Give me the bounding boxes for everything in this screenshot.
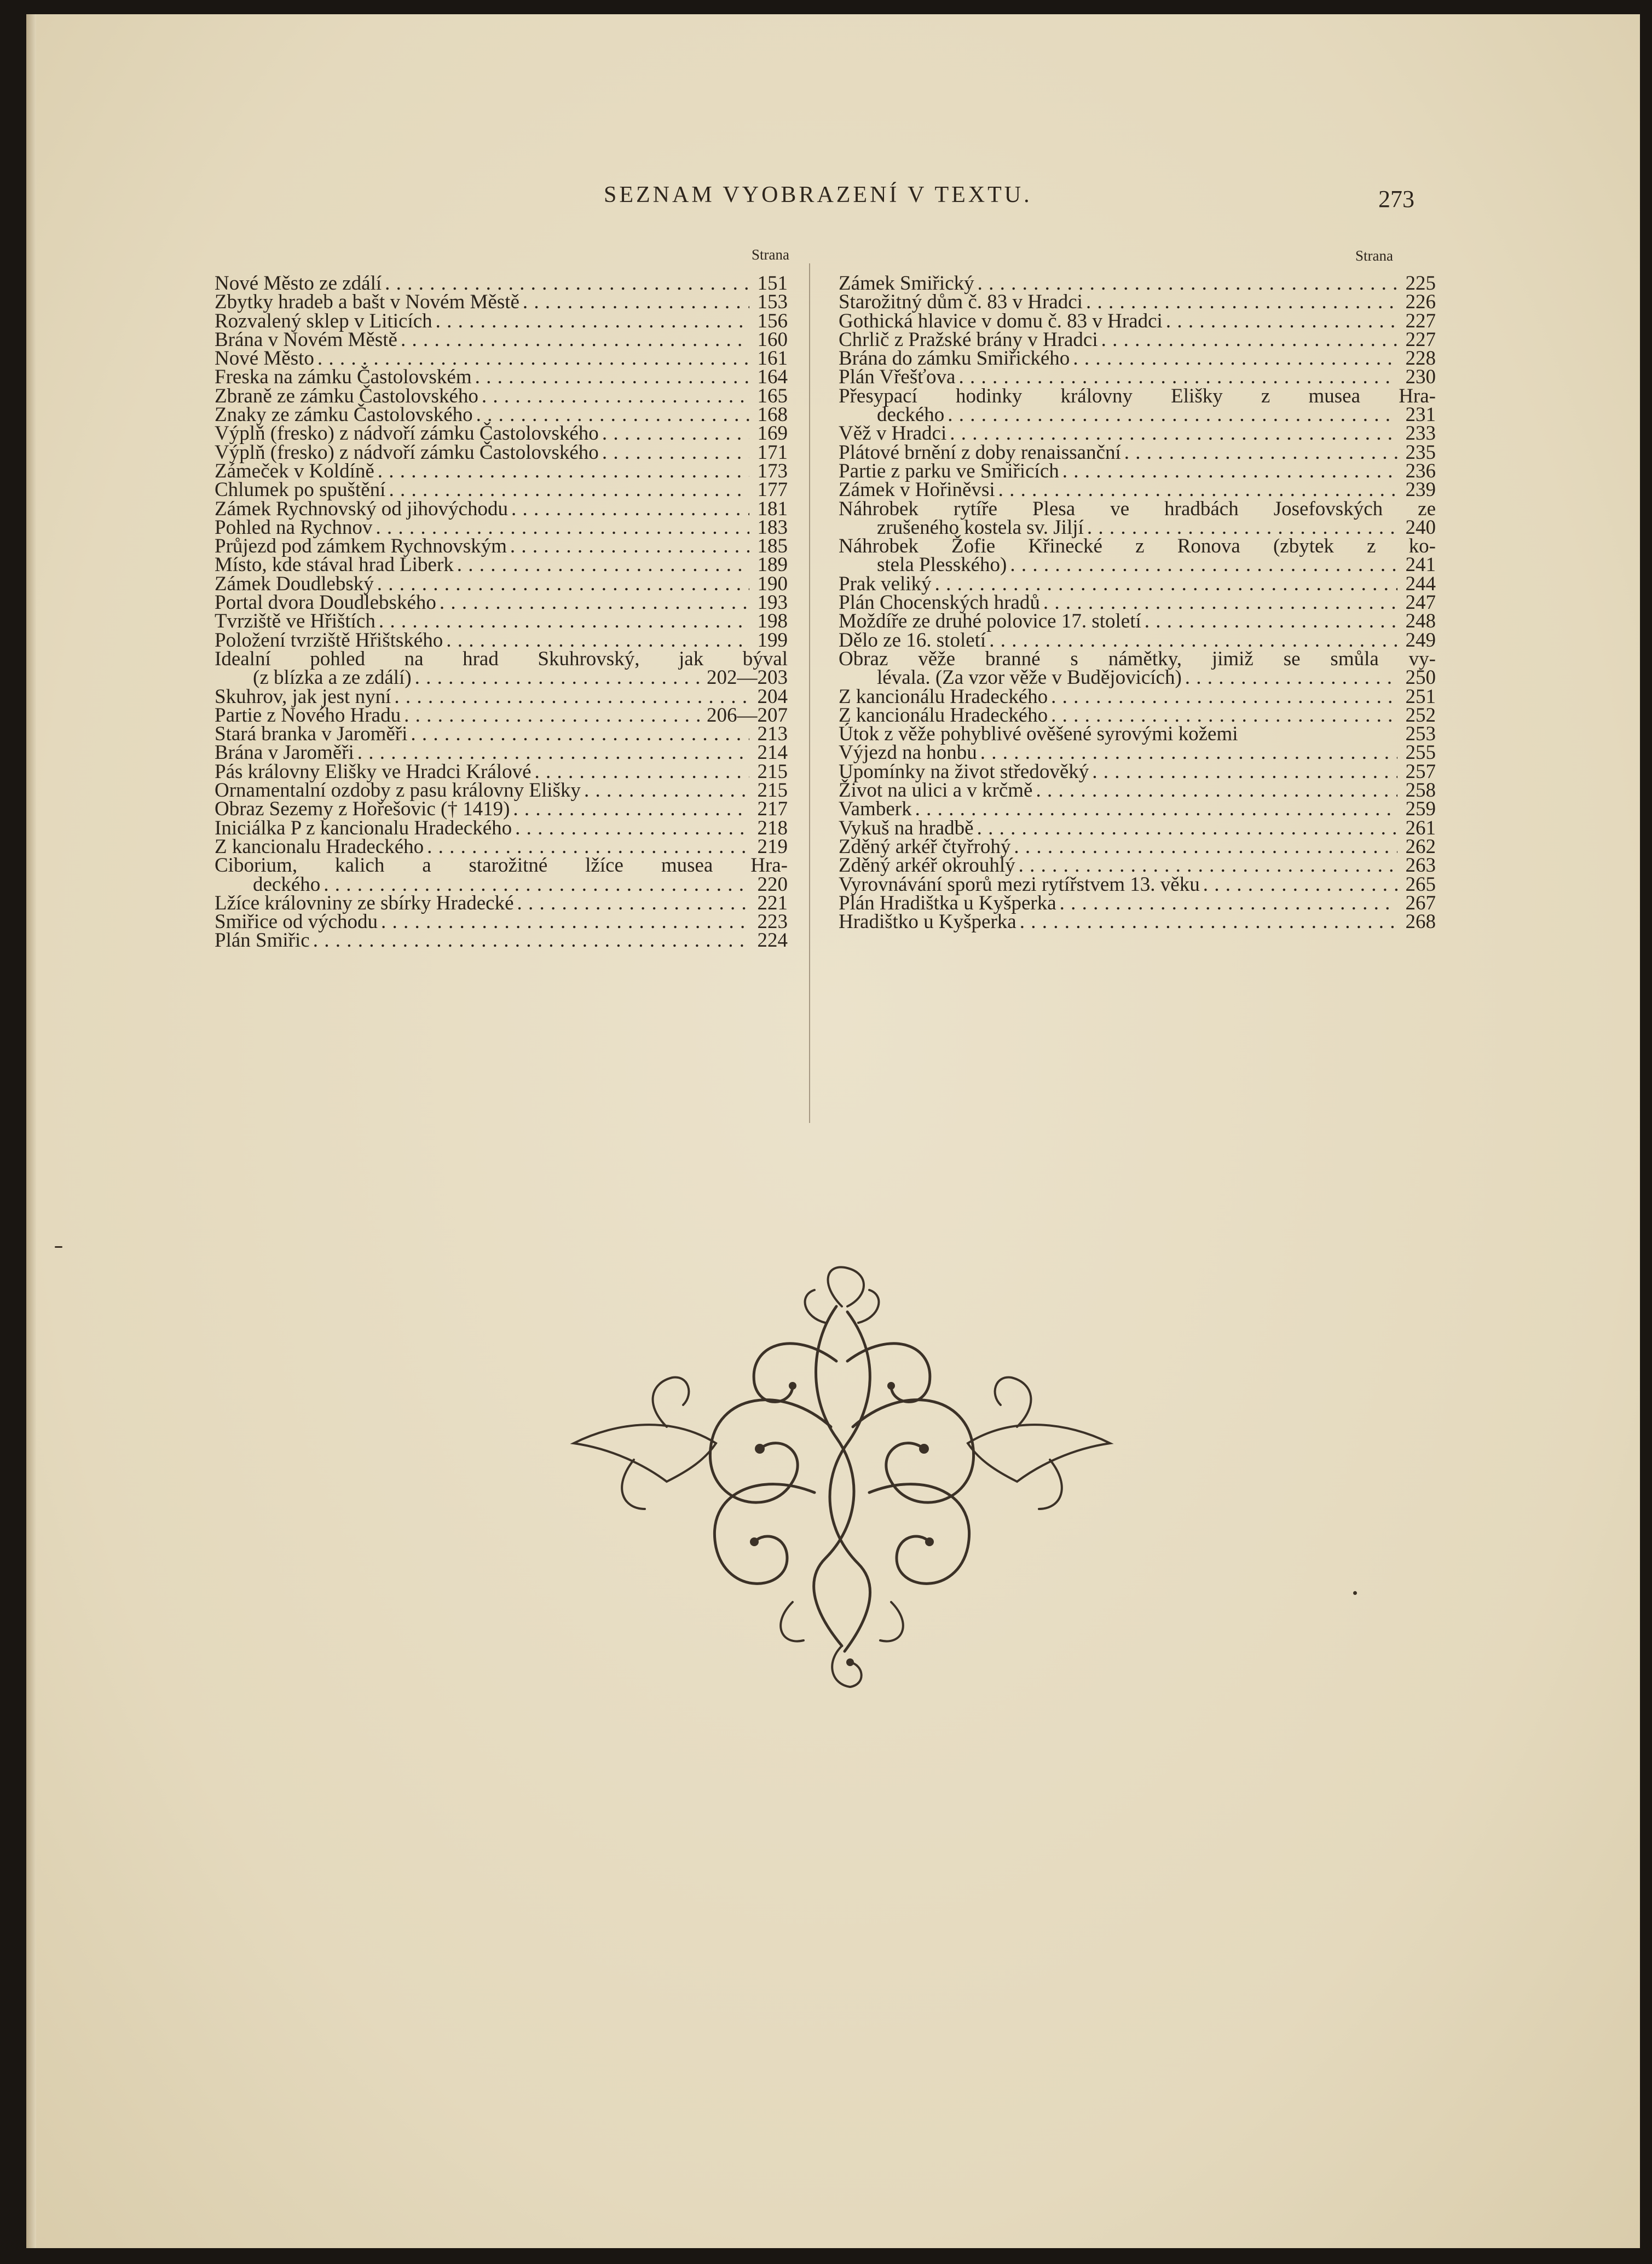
entry-title: Ornamentalní ozdoby z pasu královny Elišky	[215, 779, 581, 802]
entry-page-number: 253	[1405, 723, 1436, 746]
index-entry	[839, 760, 1436, 783]
entry-page-number: 259	[1405, 798, 1436, 821]
dot-leader	[457, 556, 749, 574]
index-entry	[215, 537, 788, 556]
dot-leader	[1092, 763, 1397, 781]
entry-page-number: 199	[757, 629, 788, 652]
index-entry	[839, 891, 1436, 914]
index-entry	[215, 293, 788, 312]
index-entry	[215, 741, 788, 764]
entry-title: Položení tvrziště Hřištského	[215, 629, 443, 652]
dot-leader	[404, 706, 701, 725]
entry-title: Vykuš na hradbě	[839, 816, 974, 839]
entry-title: Plán Vřešťova	[839, 366, 956, 389]
dot-leader	[998, 481, 1397, 499]
entry-title: Výplň (fresko) z nádvoří zámku Častolovského	[215, 441, 599, 464]
entry-title: Z kancionalu Hradeckého	[215, 835, 424, 858]
entry-title: Nové Město ze zdálí	[215, 272, 382, 295]
index-entry	[215, 725, 788, 744]
dot-leader	[401, 331, 749, 349]
entry-page-number: 230	[1405, 366, 1436, 389]
dot-leader	[427, 838, 749, 856]
dot-leader	[1185, 669, 1397, 687]
index-entry	[839, 685, 1436, 708]
entry-page-number: 262	[1405, 835, 1436, 858]
index-entry	[839, 666, 1436, 689]
entry-title: Nové Město	[215, 347, 314, 370]
dot-leader	[535, 763, 750, 781]
index-entry	[215, 931, 788, 950]
index-entry	[215, 856, 788, 875]
index-entry	[215, 816, 788, 839]
entry-page-number: 250	[1405, 666, 1436, 689]
dot-leader	[1060, 894, 1397, 913]
dot-leader	[378, 462, 749, 481]
entry-title: Náhrobek rytíře Plesa ve hradbách Josefovských ze	[839, 497, 1436, 520]
index-entry	[839, 404, 1436, 427]
entry-title: Znaky ze zámku Častolovského	[215, 404, 473, 427]
entry-title: Průjezd pod zámkem Rychnovským	[215, 535, 507, 558]
entry-title: Plán Smiřic	[215, 929, 310, 952]
index-entry	[839, 459, 1436, 482]
index-entry	[215, 384, 788, 407]
entry-title: Ciborium, kalich a starožitné lžíce musea Hra-	[215, 854, 788, 877]
entry-page-number: 214	[757, 741, 788, 764]
entry-page-number: 177	[757, 479, 788, 502]
entry-page-number: 217	[757, 798, 788, 821]
dot-leader	[1073, 349, 1397, 368]
entry-page-number: 218	[757, 816, 788, 839]
entry-page-number: 220	[757, 873, 788, 896]
entry-page-number: 189	[757, 554, 788, 577]
entry-title: Zbraně ze zámku Častolovského	[215, 384, 478, 407]
entry-title: Lžíce královniny ze sbírky Hradecké	[215, 891, 514, 914]
dot-leader	[1043, 594, 1397, 612]
entry-page-number: 223	[757, 911, 788, 934]
dot-leader	[446, 631, 749, 650]
index-entry	[215, 274, 788, 293]
book-page	[26, 14, 1640, 2248]
entry-title: Gothická hlavice v domu č. 83 v Hradci	[839, 309, 1163, 332]
dot-leader	[411, 725, 749, 744]
page-gutter	[26, 14, 36, 2248]
index-entry	[215, 368, 788, 387]
index-entry	[839, 274, 1436, 293]
entry-title: Život na ulici a v krčmě	[839, 779, 1033, 802]
entry-page-number: 263	[1405, 854, 1436, 877]
dot-leader	[376, 519, 749, 537]
dot-leader	[1010, 556, 1397, 574]
entry-title: Vamberk	[839, 798, 912, 821]
dot-leader	[1036, 781, 1397, 800]
entry-page-number: 202—203	[707, 666, 788, 689]
index-entry	[839, 835, 1436, 858]
entry-title: Dělo ze 16. století	[839, 629, 986, 652]
dot-leader	[1014, 838, 1397, 856]
entry-page-number: 233	[1405, 422, 1436, 445]
dot-leader	[515, 819, 749, 838]
entry-title: zrušeného kostela sv. Jiljí	[877, 516, 1084, 539]
right-column-index	[839, 272, 1436, 934]
index-entry	[215, 497, 788, 520]
entry-title: Portal dvora Doudlebského	[215, 591, 436, 614]
dot-leader	[1051, 688, 1397, 706]
dot-leader	[357, 744, 749, 762]
entry-title: Moždíře ze druhé polovice 17. století	[839, 610, 1141, 633]
running-title: SEZNAM VYOBRAZENÍ V TEXTU.	[604, 182, 1032, 208]
entry-page-number: 268	[1405, 911, 1436, 934]
index-entry	[215, 875, 788, 894]
entry-title: Zámek Smiřický	[839, 272, 974, 295]
entry-page-number: 228	[1405, 347, 1436, 370]
index-entry	[215, 591, 788, 614]
entry-page-number: 168	[757, 404, 788, 427]
dot-leader	[935, 575, 1397, 594]
index-entry	[839, 537, 1436, 556]
index-entry	[215, 706, 788, 725]
entry-title: Zámek Rychnovský od jihovýchodu	[215, 497, 508, 520]
right-column-heading: Strana	[1355, 247, 1393, 264]
entry-title: Chrlič z Pražské brány v Hradci	[839, 328, 1098, 351]
index-entry	[215, 443, 788, 462]
floral-monogram-ornament-icon	[552, 1263, 1132, 1690]
entry-page-number: 255	[1405, 741, 1436, 764]
dot-leader	[977, 819, 1397, 838]
dot-leader	[1051, 706, 1397, 725]
entry-title: Brána v Jaroměři	[215, 741, 354, 764]
index-entry	[215, 781, 788, 800]
entry-title: (z blízka a ze zdálí)	[253, 666, 412, 689]
entry-page-number: 227	[1405, 328, 1436, 351]
index-entry	[215, 309, 788, 332]
dot-leader	[948, 406, 1397, 424]
index-entry	[839, 554, 1436, 577]
index-entry	[839, 443, 1436, 462]
entry-page-number: 183	[757, 516, 788, 539]
entry-page-number: 261	[1405, 816, 1436, 839]
dot-leader	[313, 931, 749, 950]
index-entry	[839, 612, 1436, 631]
index-entry	[839, 706, 1436, 725]
entry-title: Zámek Doudlebský	[215, 572, 374, 595]
index-entry	[215, 760, 788, 783]
entry-page-number: 267	[1405, 891, 1436, 914]
page-number: 273	[1378, 186, 1414, 212]
entry-title: Stará branka v Jaroměři	[215, 723, 408, 746]
entry-title: Partie z Nového Hradu	[215, 704, 401, 727]
dot-leader	[381, 913, 749, 931]
entry-title: Idealní pohled na hrad Skuhrovský, jak býval	[215, 647, 788, 670]
dot-leader	[379, 612, 749, 631]
entry-page-number: 160	[757, 328, 788, 351]
entry-page-number: 153	[757, 291, 788, 314]
entry-page-number: 190	[757, 572, 788, 595]
index-entry	[839, 741, 1436, 764]
index-entry	[839, 911, 1436, 934]
entry-title: Zámek v Hořiněvsi	[839, 479, 995, 502]
index-entry	[839, 497, 1436, 520]
dot-leader	[602, 424, 749, 443]
entry-page-number: 235	[1405, 441, 1436, 464]
entry-title: Výplň (fresko) z nádvoří zámku Častolovského	[215, 422, 599, 445]
dot-leader	[385, 274, 749, 293]
index-entry	[839, 591, 1436, 614]
paper-speck	[1353, 1591, 1357, 1595]
index-entry	[839, 384, 1436, 407]
entry-page-number: 236	[1405, 459, 1436, 482]
entry-page-number: 161	[757, 347, 788, 370]
dot-leader	[1166, 312, 1397, 331]
entry-page-number: 193	[757, 591, 788, 614]
index-entry	[215, 328, 788, 351]
index-entry	[839, 349, 1436, 368]
entry-title: Zděný arkéř okrouhlý	[839, 854, 1015, 877]
dot-leader	[394, 688, 749, 706]
index-entry	[215, 685, 788, 708]
entry-page-number: 215	[757, 779, 788, 802]
entry-title: Pohled na Rychnov	[215, 516, 373, 539]
entry-page-number: 224	[757, 929, 788, 952]
index-entry	[839, 725, 1436, 744]
entry-page-number: 244	[1405, 572, 1436, 595]
dot-leader	[1145, 612, 1397, 631]
entry-title: Rozvalený sklep v Liticích	[215, 309, 432, 332]
entry-title: Zámeček v Koldíně	[215, 459, 374, 482]
entry-title: lévala. (Za vzor věže v Budějovicích)	[877, 666, 1182, 689]
index-entry	[215, 612, 788, 631]
entry-page-number: 219	[757, 835, 788, 858]
entry-page-number: 181	[757, 497, 788, 520]
dot-leader	[389, 481, 749, 499]
index-entry	[215, 911, 788, 934]
entry-title: Tvrziště ve Hřištích	[215, 610, 376, 633]
index-entry	[215, 459, 788, 482]
dot-leader	[436, 312, 749, 331]
index-entry	[215, 891, 788, 914]
entry-title: Iniciálka P z kancionalu Hradeckého	[215, 816, 512, 839]
entry-title: deckého	[253, 873, 321, 896]
entry-page-number: 241	[1405, 554, 1436, 577]
entry-title: Plátové brnění z doby renaissanční	[839, 441, 1121, 464]
entry-title: Chlumek po spuštění	[215, 479, 386, 502]
entry-title: Vyrovnávání sporů mezi rytířstvem 13. věku	[839, 873, 1200, 896]
index-entry	[839, 647, 1436, 670]
entry-page-number: 252	[1405, 704, 1436, 727]
dot-leader	[377, 575, 749, 594]
entry-page-number: 173	[757, 459, 788, 482]
entry-title: Brána v Novém Městě	[215, 328, 397, 351]
dot-leader	[1087, 519, 1397, 537]
entry-title: Obraz Sezemy z Hořešovic († 1419)	[215, 798, 510, 821]
index-entry	[839, 328, 1436, 351]
dot-leader	[989, 631, 1397, 650]
column-divider	[809, 263, 810, 1123]
index-entry	[215, 800, 788, 819]
dot-leader	[1019, 856, 1397, 875]
dot-leader	[1086, 293, 1397, 312]
left-column-index	[215, 274, 788, 950]
dot-leader	[513, 800, 749, 819]
index-entry	[839, 424, 1436, 443]
entry-page-number: 204	[757, 685, 788, 708]
entry-title: Upomínky na život středověký	[839, 760, 1089, 783]
index-entry	[839, 800, 1436, 819]
entry-title: Partie z parku ve Smiřicích	[839, 459, 1059, 482]
index-entry	[215, 647, 788, 670]
entry-page-number: 206—207	[707, 704, 788, 727]
index-entry	[839, 293, 1436, 312]
dot-leader	[980, 744, 1397, 762]
entry-page-number: 198	[757, 610, 788, 633]
entry-page-number: 225	[1405, 272, 1436, 295]
entry-page-number: 258	[1405, 779, 1436, 802]
entry-title: Výjezd na honbu	[839, 741, 977, 764]
index-entry	[839, 572, 1436, 595]
index-entry	[215, 835, 788, 858]
entry-page-number: 248	[1405, 610, 1436, 633]
entry-page-number: 240	[1405, 516, 1436, 539]
entry-page-number: 239	[1405, 479, 1436, 502]
dot-leader	[523, 293, 749, 312]
entry-page-number: 165	[757, 384, 788, 407]
entry-page-number: 231	[1405, 404, 1436, 427]
entry-title: Hradištko u Kyšperka	[839, 911, 1016, 934]
index-entry	[215, 424, 788, 443]
entry-page-number: 156	[757, 309, 788, 332]
entry-page-number: 249	[1405, 629, 1436, 652]
index-entry	[215, 516, 788, 539]
dot-leader	[1020, 913, 1397, 931]
dot-leader	[324, 875, 749, 894]
entry-page-number: 227	[1405, 309, 1436, 332]
dot-leader	[1124, 443, 1397, 462]
index-entry	[215, 572, 788, 595]
entry-title: Věž v Hradci	[839, 422, 947, 445]
entry-title: Zbytky hradeb a bašt v Novém Městě	[215, 291, 519, 314]
index-entry	[839, 875, 1436, 894]
entry-title: Plán Hradištka u Kyšperka	[839, 891, 1056, 914]
entry-page-number: 164	[757, 366, 788, 389]
entry-page-number: 221	[757, 891, 788, 914]
entry-title: Prak veliký	[839, 572, 932, 595]
dot-leader	[415, 669, 701, 687]
dot-leader	[950, 424, 1397, 443]
index-entry	[215, 666, 788, 689]
entry-page-number: 151	[757, 272, 788, 295]
index-entry	[215, 631, 788, 650]
entry-page-number: 226	[1405, 291, 1436, 314]
entry-page-number: 213	[757, 723, 788, 746]
entry-title: Pás královny Elišky ve Hradci Králové	[215, 760, 532, 783]
index-entry	[839, 516, 1436, 539]
index-entry	[215, 554, 788, 577]
entry-page-number: 171	[757, 441, 788, 464]
index-entry	[839, 816, 1436, 839]
dot-leader	[511, 500, 749, 519]
entry-title: Smiřice od východu	[215, 911, 378, 934]
entry-title: Náhrobek Žofie Křinecké z Ronova (zbytek z ko-	[839, 535, 1436, 558]
dot-leader	[602, 443, 749, 462]
entry-page-number: 251	[1405, 685, 1436, 708]
entry-title: Skuhrov, jak jest nyní	[215, 685, 391, 708]
entry-page-number: 169	[757, 422, 788, 445]
dot-leader	[915, 800, 1397, 819]
dot-leader	[475, 368, 749, 387]
index-entry	[839, 309, 1436, 332]
dot-leader	[482, 387, 749, 406]
left-column-heading: Strana	[752, 246, 789, 263]
index-entry	[215, 479, 788, 502]
index-entry	[839, 781, 1436, 800]
entry-title: Z kancionálu Hradeckého	[839, 685, 1048, 708]
paper-mark	[55, 1246, 62, 1248]
dot-leader	[440, 594, 749, 612]
dot-leader	[1101, 331, 1397, 349]
entry-page-number: 257	[1405, 760, 1436, 783]
entry-title: Místo, kde stával hrad Liberk	[215, 554, 454, 577]
entry-page-number: 247	[1405, 591, 1436, 614]
entry-title: stela Plesského)	[877, 554, 1007, 577]
dot-leader	[958, 368, 1397, 387]
dot-leader	[517, 894, 749, 913]
entry-title: Starožitný dům č. 83 v Hradci	[839, 291, 1083, 314]
entry-title: Z kancionálu Hradeckého	[839, 704, 1048, 727]
dot-leader	[978, 274, 1397, 293]
entry-page-number: 265	[1405, 873, 1436, 896]
entry-page-number: 215	[757, 760, 788, 783]
index-entry	[839, 368, 1436, 387]
entry-title: Útok z věže pohyblivé ověšené syrovými kožemi	[839, 723, 1238, 746]
dot-leader	[510, 537, 749, 556]
entry-page-number: 185	[757, 535, 788, 558]
entry-title: Obraz věže branné s námětky, jimiž se smůla vy-	[839, 647, 1436, 670]
dot-leader	[1062, 462, 1397, 481]
index-entry	[839, 479, 1436, 502]
index-entry	[839, 856, 1436, 875]
entry-title: Freska na zámku Častolovském	[215, 366, 472, 389]
entry-title: deckého	[877, 404, 945, 427]
index-entry	[839, 631, 1436, 650]
entry-title: Zděný arkéř čtyřrohý	[839, 835, 1011, 858]
entry-title: Plán Chocenských hradů	[839, 591, 1040, 614]
entry-title: Brána do zámku Smiřického	[839, 347, 1070, 370]
dot-leader	[1203, 875, 1397, 894]
entry-title: Přesypací hodinky královny Elišky z musea Hra-	[839, 384, 1436, 407]
dot-leader	[584, 781, 749, 800]
